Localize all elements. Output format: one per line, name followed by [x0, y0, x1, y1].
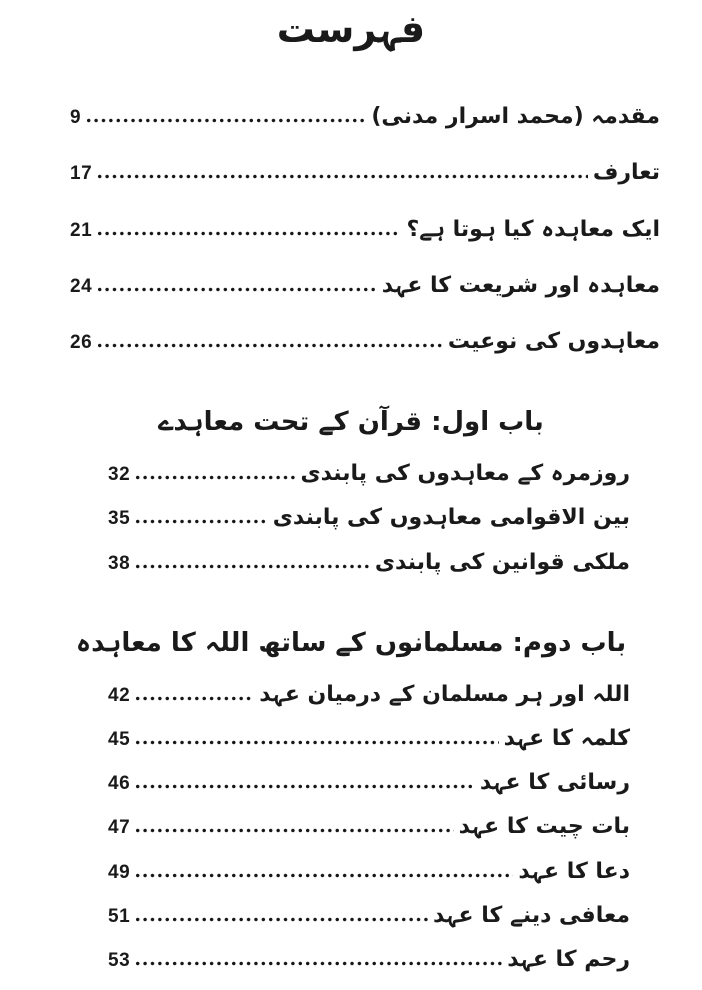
dotted-leader: [134, 519, 268, 524]
toc-entry-page-number: 53: [108, 949, 131, 971]
dotted-leader: [134, 828, 453, 833]
toc-entry-title: رحم کا عہد: [507, 946, 630, 972]
toc-entry-page-number: 47: [108, 817, 131, 839]
toc-entry-title: بات چیت کا عہد: [458, 814, 630, 840]
toc-entry-page-number: 17: [70, 163, 93, 185]
dotted-leader: [96, 287, 377, 292]
toc-entry-title: ایک معاہدہ کیا ہوتا ہے؟: [406, 216, 660, 242]
toc-entry-title: بین الاقوامی معاہدوں کی پابندی: [272, 505, 630, 531]
chapter-two-section: [0, 677, 702, 977]
toc-entry-page-number: 51: [108, 905, 131, 927]
toc-entry-page-number: 9: [70, 107, 82, 129]
dotted-leader: [134, 564, 370, 569]
toc-entry-page-number: 35: [108, 508, 131, 530]
toc-row: [108, 854, 630, 889]
toc-row: [108, 898, 630, 933]
toc-entry-page-number: 32: [108, 464, 131, 486]
toc-row: [108, 942, 630, 977]
toc-entry-title: مقدمہ (محمد اسرار مدنی): [371, 104, 660, 130]
chapter-two-heading: باب دوم: مسلمانوں کے ساتھ اللہ کا معاہدہ: [75, 627, 627, 658]
toc-row: [108, 721, 630, 756]
toc-entry-page-number: 46: [108, 773, 131, 795]
toc-row: [108, 500, 630, 535]
toc-entry-title: معاہدوں کی نوعیت: [447, 329, 660, 355]
page-title: فہرست: [276, 7, 426, 51]
dotted-leader: [134, 917, 428, 922]
toc-entry-page-number: 42: [108, 684, 131, 706]
toc-row: [70, 212, 660, 247]
dotted-leader: [96, 343, 443, 348]
dotted-leader: [134, 740, 498, 745]
dotted-leader: [85, 118, 366, 123]
toc-entry-page-number: 38: [108, 552, 131, 574]
dotted-leader: [134, 475, 295, 480]
toc-entry-title: معافی دینے کا عہد: [432, 902, 630, 928]
toc-row: [108, 677, 630, 712]
dotted-leader: [96, 231, 401, 236]
toc-row: [70, 324, 660, 359]
front-matter-section: [0, 99, 702, 359]
toc-entry-title: رسائی کا عہد: [479, 770, 630, 796]
dotted-leader: [96, 174, 588, 179]
toc-entry-page-number: 21: [70, 219, 93, 241]
dotted-leader: [134, 961, 502, 966]
toc-entry-title: ملکی قوانین کی پابندی: [374, 549, 630, 575]
toc-entry-title: اللہ اور ہر مسلمان کے درمیان عہد: [259, 681, 630, 707]
toc-entry-title: تعارف: [592, 160, 660, 186]
toc-entry-page-number: 49: [108, 861, 131, 883]
dotted-leader: [134, 873, 513, 878]
toc-row: [70, 99, 660, 134]
toc-row: [70, 155, 660, 190]
toc-row: [108, 545, 630, 580]
toc-entry-page-number: 24: [70, 275, 93, 297]
toc-entry-title: کلمہ کا عہد: [503, 725, 630, 751]
toc-row: [108, 456, 630, 491]
toc-row: [108, 809, 630, 844]
toc-entry-title: دعا کا عہد: [518, 858, 630, 884]
dotted-leader: [134, 784, 475, 789]
dotted-leader: [134, 696, 254, 701]
chapter-one-section: [0, 456, 702, 580]
chapter-one-heading: باب اول: قرآن کے تحت معاہدے: [158, 407, 544, 438]
toc-entry-title: معاہدہ اور شریعت کا عہد: [381, 272, 660, 298]
toc-row: [70, 268, 660, 303]
toc-entry-page-number: 26: [70, 332, 93, 354]
toc-row: [108, 765, 630, 800]
toc-entry-page-number: 45: [108, 728, 131, 750]
toc-entry-title: روزمرہ کے معاہدوں کی پابندی: [300, 461, 630, 487]
